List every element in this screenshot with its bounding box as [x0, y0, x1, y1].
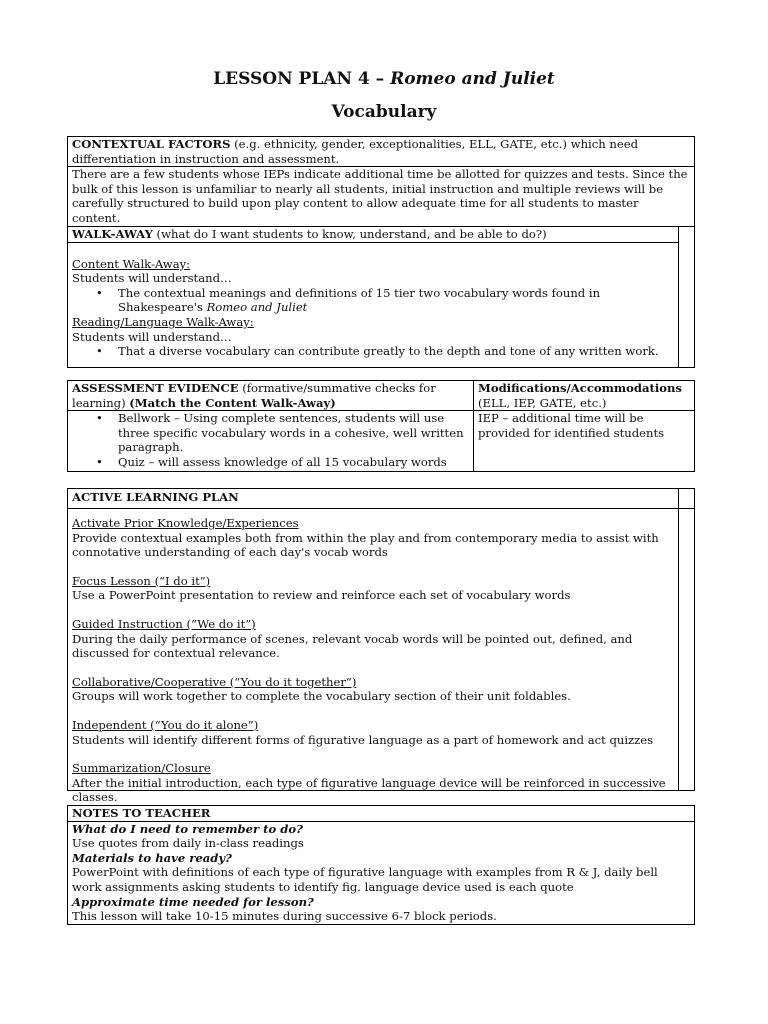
section-text: Groups will work together to complete the vocabulary section of their unit foldables. [72, 689, 571, 704]
content-bullet-title: Romeo and Juliet [206, 300, 308, 315]
active-section [72, 516, 674, 560]
modifications-subheading: (ELL, IEP, GATE, etc.) [478, 395, 607, 410]
contextual-heading: CONTEXTUAL FACTORS [72, 137, 231, 151]
assessment-heading: ASSESSMENT EVIDENCE [72, 381, 239, 395]
section-text: During the daily performance of scenes, relevant vocab words will be pointed out, defined, and discussed for contextual relevance. [72, 631, 633, 661]
notes-header [68, 806, 694, 822]
notes-body [68, 822, 694, 924]
active-section [72, 761, 674, 805]
section-text: Provide contextual examples both from within the play and from contemporary media to assist with connotative understanding of each day's vocab words [72, 530, 659, 560]
title-work: Romeo and Juliet [390, 69, 555, 89]
assessment-body [68, 411, 474, 470]
reading-walkaway-bullet: • That a diverse vocabulary can contribute greatly to the depth and tone of any written work. [118, 344, 674, 359]
section-label: Independent (“You do it alone”) [72, 717, 259, 732]
assessment-header-row [68, 381, 694, 411]
notes-question: Materials to have ready? [72, 850, 232, 865]
active-body [68, 509, 678, 805]
title-prefix: LESSON PLAN 4 – [213, 69, 391, 89]
assessment-header [68, 381, 474, 410]
notes-question: Approximate time needed for lesson? [72, 894, 314, 909]
active-heading: ACTIVE LEARNING PLAN [72, 490, 239, 504]
walkaway-heading: WALK-AWAY [72, 227, 153, 241]
active-learning-table [67, 488, 695, 805]
section-text: After the initial introduction, each type of figurative language device will be reinforced in successive classes. [72, 775, 666, 805]
assessment-table [67, 380, 695, 472]
notes-heading: NOTES TO TEACHER [72, 806, 211, 820]
page-subtitle: Vocabulary [331, 102, 437, 122]
assessment-bullet: • Bellwork – Using complete sentences, students will use three specific vocabulary words in a cohesive, well written paragraph. [118, 411, 469, 455]
page-title [0, 69, 768, 89]
walkaway-header [68, 227, 678, 243]
modifications-body: IEP – additional time will be provided for identified students [478, 411, 665, 440]
section-text: Use a PowerPoint presentation to review and reinforce each set of vocabulary words [72, 588, 571, 603]
notes-question: What do I need to remember to do? [72, 821, 303, 836]
walkaway-heading-rest: (what do I want students to know, understand, and be able to do?) [152, 227, 547, 241]
section-label: Summarization/Closure [72, 761, 211, 776]
reading-walkaway-intro: Students will understand… [72, 329, 232, 344]
contextual-body: There are a few students whose IEPs indicate additional time be allotted for quizzes and tests. Since the bulk of this lesson is unfamiliar to nearly all students, initial instruction and multiple reviews will be carefully structured to build upon play content to allow adequate time for all students to master content. [72, 167, 688, 225]
section-label: Collaborative/Cooperative (“You do it together”) [72, 674, 357, 689]
reading-walkaway-label: Reading/Language Walk-Away: [72, 314, 254, 329]
walkaway-side-column [678, 227, 694, 367]
content-walkaway-bullet [118, 286, 674, 315]
content-walkaway-label: Content Walk-Away: [72, 256, 191, 271]
contextual-header [68, 137, 694, 167]
active-section [72, 718, 674, 747]
assessment-bullet: • Quiz – will assess knowledge of all 15 vocabulary words [118, 455, 469, 470]
walkaway-table [67, 226, 695, 368]
notes-answer: PowerPoint with definitions of each type of figurative language with examples from R & J, daily bell work assignments asking students to identify fig. language device used is each quote [72, 865, 658, 894]
active-side-header [678, 489, 694, 509]
modifications-header [474, 381, 694, 410]
section-label: Activate Prior Knowledge/Experiences [72, 516, 299, 530]
assessment-heading-rest: (formative/summative checks for learning) [72, 381, 436, 410]
content-bullet-text: The contextual meanings and definitions of 15 tier two vocabulary words found in Shakespeare's [118, 285, 601, 315]
content-walkaway-intro: Students will understand… [72, 271, 232, 286]
active-side-column [678, 509, 694, 790]
walkaway-body [68, 243, 678, 359]
contextual-heading-rest: (e.g. ethnicity, gender, exceptionalities, ELL, GATE, etc.) which need differentiation in instruction and assessment. [72, 137, 639, 166]
active-section [72, 675, 674, 704]
contextual-factors-table [67, 136, 695, 227]
active-header [68, 489, 678, 509]
section-label: Guided Instruction (“We do it”) [72, 616, 256, 631]
notes-table [67, 805, 695, 925]
section-label: Focus Lesson (“I do it”) [72, 573, 211, 588]
modifications-heading: Modifications/Accommodations [478, 381, 682, 395]
notes-answer: This lesson will take 10-15 minutes during successive 6-7 block periods. [72, 909, 497, 924]
section-text: Students will identify different forms of figurative language as a part of homework and act quizzes [72, 732, 654, 747]
assessment-body-row [68, 411, 694, 470]
notes-answer: Use quotes from daily in-class readings [72, 836, 304, 851]
assessment-heading-bold: (Match the Content Walk-Away) [129, 395, 336, 410]
active-section [72, 574, 674, 603]
active-section [72, 617, 674, 661]
